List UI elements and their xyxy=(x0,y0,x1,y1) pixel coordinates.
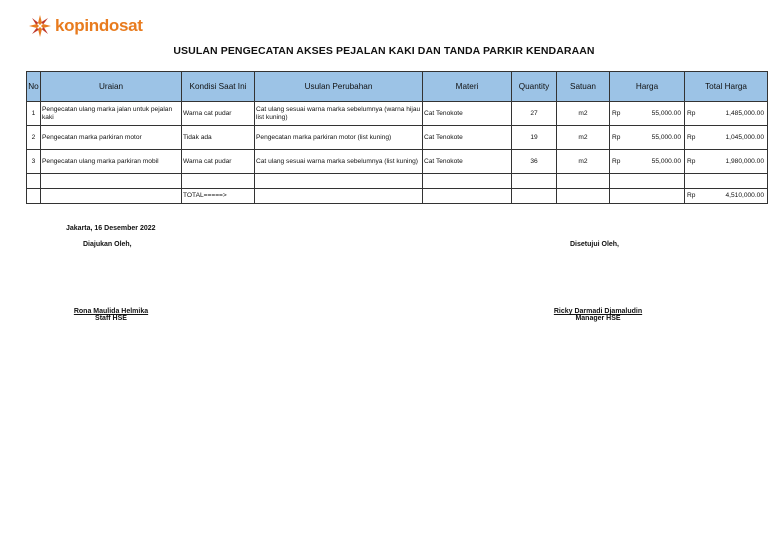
cell-satuan: m2 xyxy=(557,150,610,174)
cell-uraian: Pengecatan ulang marka parkiran mobil xyxy=(41,150,182,174)
kopindosat-star-icon xyxy=(28,14,52,38)
header-no: No xyxy=(27,72,41,102)
header-satuan: Satuan xyxy=(557,72,610,102)
approver-title: Manager HSE xyxy=(575,315,621,322)
cell-usulan: Cat ulang sesuai warna marka sebelumnya (warna hijau list kuning) xyxy=(255,102,423,126)
table-row xyxy=(27,150,768,174)
proposer-name: Rona Maulida Helmika xyxy=(73,308,149,315)
header-materi: Materi xyxy=(423,72,512,102)
header-quantity: Quantity xyxy=(512,72,557,102)
cell-satuan: m2 xyxy=(557,102,610,126)
cell-total-currency: Rp xyxy=(685,126,703,150)
cell-harga-currency: Rp xyxy=(610,126,628,150)
grand-total-currency: Rp xyxy=(685,189,703,204)
table-header-row xyxy=(27,72,768,102)
cell-kondisi: Tidak ada xyxy=(182,126,255,150)
cell-harga: 55,000.00 xyxy=(628,150,685,174)
cell-materi: Cat Tenokote xyxy=(423,150,512,174)
cell-kondisi: Warna cat pudar xyxy=(182,102,255,126)
table-row-total xyxy=(27,189,768,204)
cell-total-currency: Rp xyxy=(685,150,703,174)
cell-no: 2 xyxy=(27,126,41,150)
cell-quantity: 36 xyxy=(512,150,557,174)
proposed-by-label: Diajukan Oleh, xyxy=(83,241,132,248)
header-total: Total Harga xyxy=(685,72,768,102)
total-label: TOTAL=====> xyxy=(182,189,255,204)
cell-materi: Cat Tenokote xyxy=(423,126,512,150)
cell-harga-currency: Rp xyxy=(610,150,628,174)
approver-signature xyxy=(518,308,678,322)
cell-total: 1,980,000.00 xyxy=(703,150,768,174)
cell-total: 1,045,000.00 xyxy=(703,126,768,150)
cell-quantity: 19 xyxy=(512,126,557,150)
header-harga: Harga xyxy=(610,72,685,102)
cell-harga: 55,000.00 xyxy=(628,126,685,150)
table-row xyxy=(27,126,768,150)
approved-by-label: Disetujui Oleh, xyxy=(570,241,620,248)
document-title: USULAN PENGECATAN AKSES PEJALAN KAKI DAN TANDA PARKIR KENDARAAN xyxy=(173,45,595,57)
cell-harga-currency: Rp xyxy=(610,102,628,126)
cell-quantity: 27 xyxy=(512,102,557,126)
grand-total: 4,510,000.00 xyxy=(703,189,768,204)
table-row xyxy=(27,102,768,126)
cell-usulan: Pengecatan marka parkiran motor (list kuning) xyxy=(255,126,423,150)
header-uraian: Uraian xyxy=(41,72,182,102)
cell-satuan: m2 xyxy=(557,126,610,150)
proposer-signature xyxy=(31,308,191,322)
cell-usulan: Cat ulang sesuai warna marka sebelumnya (list kuning) xyxy=(255,150,423,174)
company-logo xyxy=(28,14,143,38)
cell-harga: 55,000.00 xyxy=(628,102,685,126)
cell-no: 3 xyxy=(27,150,41,174)
document-date: Jakarta, 16 Desember 2022 xyxy=(66,225,156,232)
proposal-table xyxy=(26,71,768,204)
cell-total: 1,485,000.00 xyxy=(703,102,768,126)
cell-uraian: Pengecatan marka parkiran motor xyxy=(41,126,182,150)
proposer-title: Staff HSE xyxy=(95,315,127,322)
cell-materi: Cat Tenokote xyxy=(423,102,512,126)
table-row-empty xyxy=(27,174,768,189)
logo-text: kopindosat xyxy=(55,16,143,35)
cell-total-currency: Rp xyxy=(685,102,703,126)
header-usulan: Usulan Perubahan xyxy=(255,72,423,102)
cell-uraian: Pengecatan ulang marka jalan untuk pejalan kaki xyxy=(41,102,182,126)
cell-kondisi: Warna cat pudar xyxy=(182,150,255,174)
header-kondisi: Kondisi Saat Ini xyxy=(182,72,255,102)
approver-name: Ricky Darmadi Djamaludin xyxy=(553,308,643,315)
cell-no: 1 xyxy=(27,102,41,126)
